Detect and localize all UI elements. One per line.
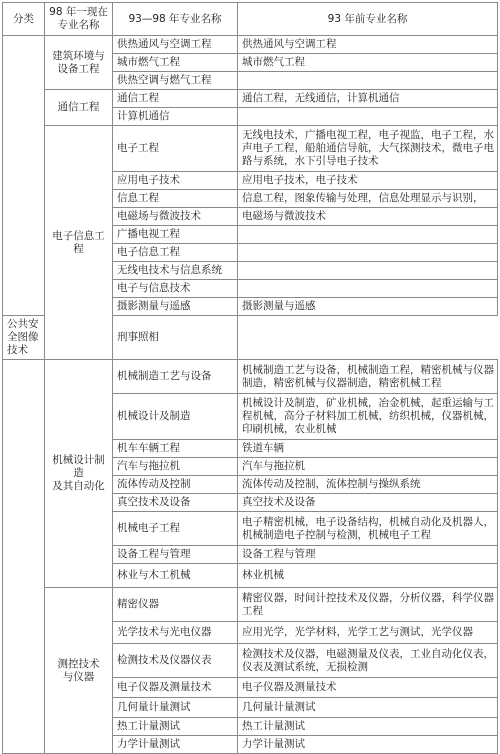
header-mid-major: 93—98 年专业名称 <box>113 3 238 36</box>
mid-major-cell: 电子信息工程 <box>113 244 238 262</box>
mid-major-cell: 机械设计及制造 <box>113 394 238 440</box>
old-major-cell: 刑事照相 <box>113 316 238 360</box>
mid-major-cell: 汽车与拖拉机 <box>113 458 238 476</box>
old-major-cell: 电子仪器及测量技术 <box>238 678 498 698</box>
mid-major-cell: 检测技术及仪器仪表 <box>113 644 238 678</box>
table-row <box>3 126 498 172</box>
mid-major-cell: 真空技术及设备 <box>113 494 238 512</box>
old-major-cell: 精密仪器，时间计控技术及仪器，分析仪器，科学仪器工程 <box>238 588 498 622</box>
old-major-cell: 几何量计量测试 <box>238 698 498 718</box>
old-major-cell <box>238 262 498 280</box>
table-row <box>3 90 498 108</box>
mid-major-cell: 流体传动及控制 <box>113 476 238 494</box>
mid-major-cell: 无线电技术与信息系统 <box>113 262 238 280</box>
old-major-cell: 电子精密机械，电子设备结构，机械自动化及机器人，机械制造电子控制与检测，机械电子工程 <box>238 512 498 546</box>
mid-major-cell: 机车车辆工程 <box>113 440 238 458</box>
old-major-cell: 热工计量测试 <box>238 718 498 736</box>
old-major-cell: 供热通风与空调工程 <box>238 36 498 54</box>
mid-major-cell: 广播电视工程 <box>113 226 238 244</box>
header-old-major: 93 年前专业名称 <box>238 3 498 36</box>
mid-major-cell: 信息工程 <box>113 190 238 208</box>
table-row <box>3 36 498 54</box>
mid-major-cell: 力学计量测试 <box>113 736 238 754</box>
table-row <box>3 588 498 622</box>
old-major-cell <box>238 108 498 126</box>
old-major-cell: 力学计量测试 <box>238 736 498 754</box>
mid-major-cell: 计算机通信 <box>113 108 238 126</box>
old-major-cell: 信息工程，图象传输与处理，信息处理显示与识别， <box>238 190 498 208</box>
old-major-cell: 应用光学，光学材料，光学工艺与测试，光学仪器 <box>238 622 498 644</box>
current-major-cell: 通信工程 <box>45 90 113 126</box>
old-major-cell: 机械制造工艺与设备，机械制造工程，精密机械与仪器制造，精密机械与仪器制造，精密机械工程 <box>238 360 498 394</box>
mid-major-cell: 通信工程 <box>113 90 238 108</box>
major-comparison-table-container <box>2 2 497 754</box>
mid-major-cell: 机械电子工程 <box>113 512 238 546</box>
old-major-cell: 应用电子技术，电子技术 <box>238 172 498 190</box>
mid-major-cell: 热工计量测试 <box>113 718 238 736</box>
header-current-major: 98 年一现在 专业名称 <box>45 3 113 36</box>
current-major-cell: 机械设计制造 及其自动化 <box>45 360 113 588</box>
old-major-cell: 设备工程与管理 <box>238 546 498 564</box>
old-major-cell: 城市燃气工程 <box>238 54 498 72</box>
old-major-cell: 铁道车辆 <box>238 440 498 458</box>
old-major-cell <box>238 72 498 90</box>
current-major-cell: 测控技术 与仪器 <box>45 588 113 754</box>
mid-major-cell: 几何量计量测试 <box>113 698 238 718</box>
old-major-cell: 摄影测量与遥感 <box>238 298 498 316</box>
old-major-cell: 通信工程，无线通信，计算机通信 <box>238 90 498 108</box>
mid-major-cell: 摄影测量与遥感 <box>113 298 238 316</box>
category-cell-blank <box>3 360 45 754</box>
old-major-cell: 汽车与拖拉机 <box>238 458 498 476</box>
mid-major-cell: 光学技术与光电仪器 <box>113 622 238 644</box>
mid-major-cell: 机械制造工艺与设备 <box>113 360 238 394</box>
current-major-cell: 电子信息工 程 <box>45 126 113 360</box>
old-major-cell: 流体传动及控制，流体控制与操纵系统 <box>238 476 498 494</box>
mid-major-cell: 供热通风与空调工程 <box>113 36 238 54</box>
header-row <box>3 3 498 36</box>
header-category: 分类 <box>3 3 45 36</box>
old-major-cell: 无线电技术，广播电视工程，电子视监，电子工程，水声电子工程，船舶通信导航，大气探测技术，微电子电路与系统，水下引导电子技术 <box>238 126 498 172</box>
old-major-cell: 电磁场与微波技术 <box>238 208 498 226</box>
mid-major-cell: 精密仪器 <box>113 588 238 622</box>
mid-major-cell: 公共安全图像技术 <box>3 316 45 360</box>
mid-major-cell: 电子工程 <box>113 126 238 172</box>
mid-major-cell: 电磁场与微波技术 <box>113 208 238 226</box>
old-major-cell: 检测技术及仪器，电磁测量及仪表，工业自动化仪表，仪表及测试系统，无损检测 <box>238 644 498 678</box>
current-major-cell: 建筑环境与 设备工程 <box>45 36 113 90</box>
mid-major-cell: 电子仪器及测量技术 <box>113 678 238 698</box>
old-major-cell <box>238 226 498 244</box>
major-comparison-table <box>2 2 498 754</box>
mid-major-cell: 设备工程与管理 <box>113 546 238 564</box>
mid-major-cell: 供热空调与燃气工程 <box>113 72 238 90</box>
mid-major-cell: 城市燃气工程 <box>113 54 238 72</box>
old-major-cell: 机械设计及制造，矿业机械，冶金机械，起重运输与工程机械，高分子材料加工机械，纺织机械，仪器机械，印刷机械，农业机械 <box>238 394 498 440</box>
mid-major-cell: 林业与木工机械 <box>113 564 238 588</box>
table-row <box>3 360 498 394</box>
category-cell-blank <box>3 36 45 316</box>
old-major-cell <box>238 280 498 298</box>
old-major-cell: 真空技术及设备 <box>238 494 498 512</box>
old-major-cell <box>238 244 498 262</box>
mid-major-cell: 电子与信息技术 <box>113 280 238 298</box>
mid-major-cell: 应用电子技术 <box>113 172 238 190</box>
old-major-cell: 林业机械 <box>238 564 498 588</box>
